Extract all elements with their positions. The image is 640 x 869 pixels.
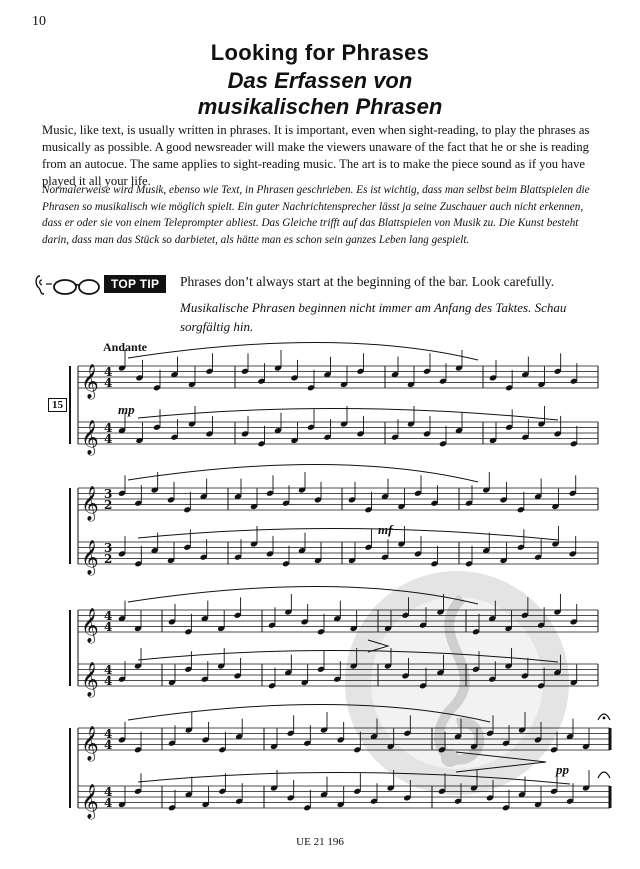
treble-clef: 𝄞 xyxy=(81,726,99,761)
dynamic-pp-system4: pp xyxy=(556,762,569,777)
hairpin-decrescendo xyxy=(456,752,546,772)
footer-catalog-number: UE 21 196 xyxy=(296,836,344,848)
phrase-slur xyxy=(128,586,478,604)
fermata xyxy=(598,772,610,778)
top-tip-badge: TOP TIP xyxy=(104,275,166,293)
title-german-line1: Das Erfassen von xyxy=(227,68,413,93)
time-signature-numerator: 4 xyxy=(104,785,113,799)
time-signature-denominator: 2 xyxy=(104,498,113,512)
fermata-dot xyxy=(603,717,606,720)
top-tip-english: Phrases don’t always start at the beginning of the bar. Look carefully. xyxy=(180,274,555,289)
title-english: Looking for Phrases xyxy=(210,40,430,65)
time-signature-numerator: 4 xyxy=(104,365,113,379)
treble-clef: 𝄞 xyxy=(81,662,99,697)
intro-english: Music, like text, is usually written in phrases. It is important, even when sight-reading, to play the phrases as musically as possible. A good newsreader will make the viewers unaware of the fact that he or she is reading from an autocue. The same applies to sight-reading music. The art is to make the piece sound as if you have played it all your life. xyxy=(42,123,590,188)
time-signature-numerator: 4 xyxy=(104,609,113,623)
phrase-slur xyxy=(138,650,558,662)
time-signature-denominator: 4 xyxy=(104,796,113,810)
time-signature-numerator: 3 xyxy=(104,487,113,501)
phrase-slur xyxy=(128,342,478,360)
time-signature-numerator: 3 xyxy=(104,541,113,555)
dynamic-mf-system2: mf xyxy=(378,522,393,537)
time-signature-numerator: 4 xyxy=(104,421,113,435)
phrase-slur xyxy=(128,464,478,482)
treble-clef: 𝄞 xyxy=(81,486,99,521)
treble-clef: 𝄞 xyxy=(81,608,99,643)
intro-german: Normalerweise wird Musik, ebenso wie Text, in Phrasen geschrieben. Es ist wichtig, dass man selbst beim Blattspielen die Phrasen so musikalisch wie möglich spielt. Ein guter Nachrichtensprecher lässt ja seine Zuschauer auch nicht erkennen, dass er oder sie von einem Teleprompter abliest. Das Gleiche trifft auf das Blattspielen von Musik zu. Die Kunst besteht darin, dass man das Stück so darbietet, als hätte man es schon sein ganzes Leben lang gespielt. xyxy=(42,184,590,246)
top-tip-german: Musikalische Phrasen beginnen nicht immer am Anfang des Taktes. Schau sorgfältig hin. xyxy=(180,300,567,334)
time-signature-denominator: 2 xyxy=(104,552,113,566)
page-number: 10 xyxy=(32,14,46,29)
treble-clef: 𝄞 xyxy=(81,540,99,575)
phrase-slur xyxy=(138,772,570,784)
time-signature-denominator: 4 xyxy=(104,674,113,688)
treble-clef: 𝄞 xyxy=(81,364,99,399)
time-signature-denominator: 4 xyxy=(104,738,113,752)
time-signature-numerator: 4 xyxy=(104,663,113,677)
time-signature-denominator: 4 xyxy=(104,432,113,446)
hairpin-decrescendo xyxy=(368,640,388,652)
phrase-slur xyxy=(138,408,558,420)
time-signature-numerator: 4 xyxy=(104,727,113,741)
tempo-marking: Andante xyxy=(103,340,148,354)
treble-clef: 𝄞 xyxy=(81,420,99,455)
dynamic-mp-system1: mp xyxy=(118,402,135,417)
title-german-line2: musikalischen Phrasen xyxy=(197,94,443,119)
time-signature-denominator: 4 xyxy=(104,620,113,634)
treble-clef: 𝄞 xyxy=(81,784,99,819)
measure-number: 15 xyxy=(48,398,67,412)
time-signature-denominator: 4 xyxy=(104,376,113,390)
phrase-slur xyxy=(128,704,490,722)
phrase-slur xyxy=(138,528,558,540)
